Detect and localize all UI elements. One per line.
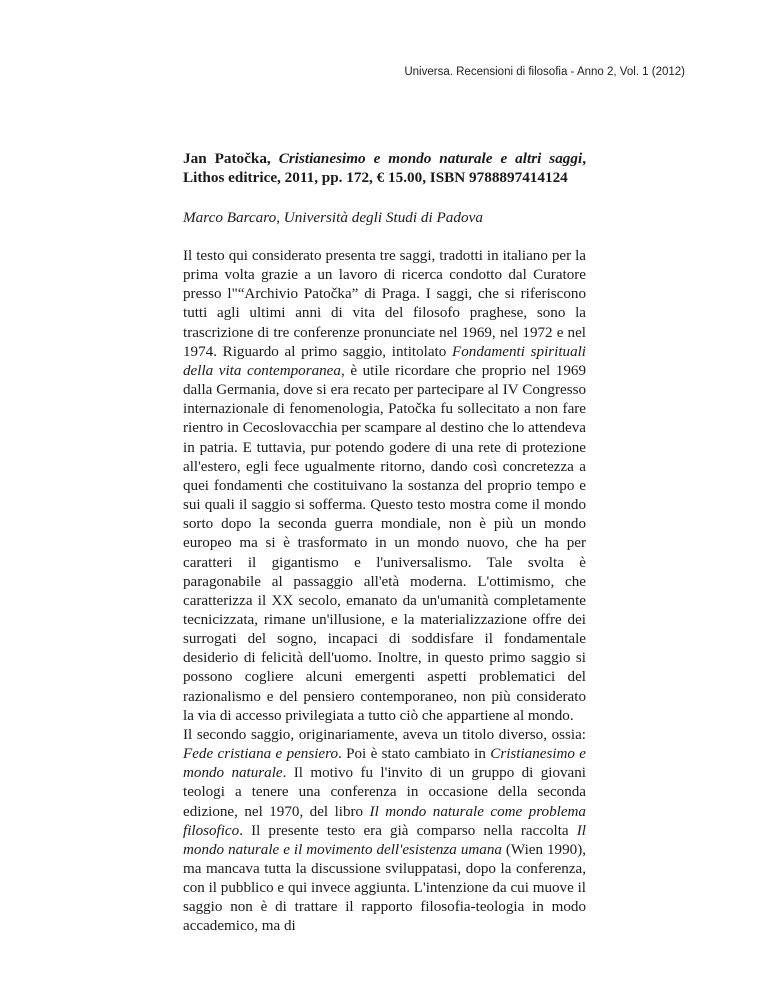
running-header: Universa. Recensioni di filosofia - Anno 2, Vol. 1 (2012) bbox=[404, 66, 685, 78]
paragraph-1-text-c: , è utile ricordare che proprio nel 1969 dalla Germania, dove si era recato per partecipare al IV Congresso internazionale di fenomenologia, Patočka fu sollecitato a non fare rientro in Cecoslovacchia per scampare al destino che lo attendeva in patria. E tuttavia, pur potendo godere di una rete di protezione all'estero, egli fece ugualmente ritorno, dando così concretezza a quei fondamenti che costituivano la sostanza del proprio tempo e sui quali il saggio si sofferma. Questo testo mostra come il mondo sorto dopo la seconda guerra mondiale, non è più un mondo europeo ma si è trasformato in un mondo nuovo, che ha per caratteri il gigantismo e l'universalismo. Tale svolta è paragonabile al passaggio all'età moderna. L'ottimismo, che caratterizza il XX secolo, emanato da un'umanità completamente tecnicizzata, rimane un'illusione, e la materializzazione offre dei surrogati del sogno, incapaci di soddisfare il fondamentale desiderio di felicità dell'uomo. Inoltre, in questo primo saggio si possono cogliere alcuni emergenti aspetti problematici del razionalismo e del pensiero contemporaneo, non più considerato la via di accesso privilegiata a tutto ciò che appartiene al mondo. bbox=[183, 362, 586, 724]
paragraph-1-italic-title: Fondamenti spirituali della vita contemporanea bbox=[183, 343, 587, 379]
paragraph-2-text-c: . Poi è stato cambiato in bbox=[338, 746, 491, 763]
paragraph-2-text-i: (Wien 1990), ma mancava tutta la discussione sviluppatasi, dopo la conferenza, con il pubblico e qui invece aggiunta. L'intenzione da cui muove il saggio non è di trattare il rapporto filosofia-teologia in modo accademico, ma di bbox=[183, 841, 586, 935]
paragraph-2-italic-d: Cristianesimo e mondo naturale bbox=[183, 746, 586, 782]
title-publication-info: , Lithos editrice, 2011, pp. 172, € 15.00, ISBN 9788897414124 bbox=[183, 150, 587, 186]
paragraph-2-italic-f: Il mondo naturale come problema filosofico bbox=[183, 803, 586, 839]
paragraph-2-text-g: . Il presente testo era già comparso nella raccolta bbox=[239, 822, 577, 839]
paragraph-2-text-e: . Il motivo fu l'invito di un gruppo di giovani teologi a tenere una conferenza in occasione della seconda edizione, nel 1970, del libro bbox=[183, 765, 586, 820]
title-author: Jan Patočka, bbox=[183, 150, 279, 167]
review-byline: Marco Barcaro, Università degli Studi di Padova bbox=[183, 209, 483, 226]
paragraph-1 bbox=[183, 247, 586, 726]
paragraph-2-text-a: Il secondo saggio, originariamente, aveva un titolo diverso, ossia: bbox=[183, 726, 586, 743]
title-book: Cristianesimo e mondo naturale e altri saggi bbox=[278, 150, 583, 167]
paragraph-2-italic-h: Il mondo naturale e il movimento dell'esistenza umana bbox=[183, 822, 586, 858]
review-title bbox=[183, 149, 586, 187]
paragraph-2 bbox=[183, 726, 586, 937]
paragraph-1-text-a: Il testo qui considerato presenta tre saggi, tradotti in italiano per la prima volta grazie a un lavoro di ricerca condotto dal Curatore presso l"“Archivio Patočka” di Praga. I saggi, che si riferiscono tutti agli ultimi anni di vita del filosofo praghese, sono la trascrizione di tre conferenze pronunciate nel 1969, nel 1972 e nel 1974. Riguardo al primo saggio, intitolato bbox=[183, 248, 586, 360]
review-body bbox=[183, 149, 586, 937]
paragraph-2-italic-b: Fede cristiana e pensiero bbox=[183, 746, 338, 763]
